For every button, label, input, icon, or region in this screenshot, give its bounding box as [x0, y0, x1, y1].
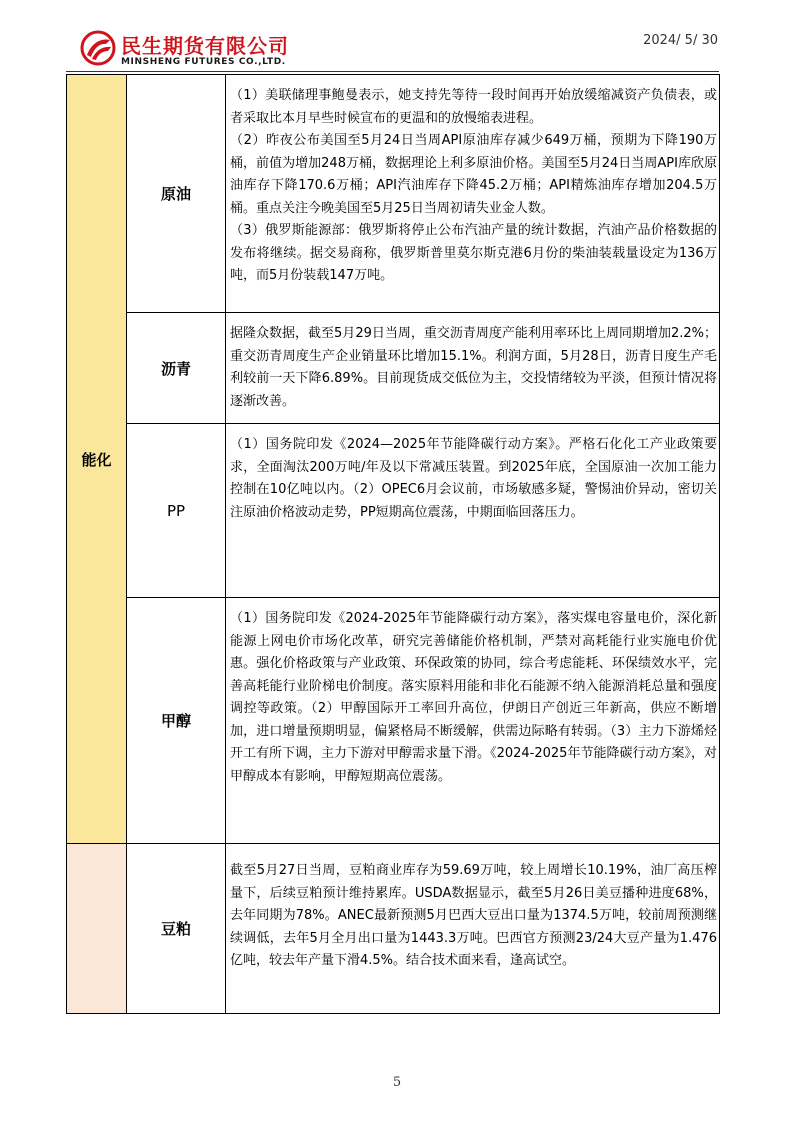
company-name-en: MINSHENG FUTURES CO.,LTD. [121, 57, 286, 67]
commentary-asphalt [226, 313, 720, 424]
commodity-table [66, 74, 720, 1014]
commentary-pp [226, 424, 720, 598]
commentary-crude-oil [226, 75, 720, 313]
page-header [0, 0, 794, 74]
commentary-paragraph: （3）俄罗斯能源部：俄罗斯将停止公布汽油产量的统计数据，汽油产品价格数据的发布将继续。据交易商称，俄罗斯普里莫尔斯克港6月份的柴油装载量设定为136万吨，而5月份装载147万吨。 [230, 223, 717, 283]
company-logo-icon [80, 30, 116, 66]
table-row [67, 844, 720, 1014]
product-pp: PP [127, 424, 226, 598]
commentary-paragraph: （1）美联储理事鲍曼表示，她支持先等待一段时间再开始放缓缩减资产负债表，或者采取比本月早些时候宣布的更温和的放慢缩表进程。 [230, 88, 717, 126]
commentary-soybean-meal [226, 844, 720, 1014]
company-name-cn: 民生期货有限公司 [121, 34, 289, 58]
product-crude-oil: 原油 [127, 75, 226, 313]
table-row [67, 598, 720, 844]
commentary-paragraph: 据隆众数据，截至5月29日当周，重交沥青周度产能利用率环比上周同期增加2.2%；重交沥青周度生产企业销量环比增加15.1%。利润方面，5月28日，沥青日度生产毛利较前一天下降6.89%。目前现货成交低位为主，交投情绪较为平淡，但预计情况将逐渐改善。 [230, 326, 717, 409]
page-number: 5 [392, 1075, 402, 1090]
commentary-methanol [226, 598, 720, 844]
sector-energy: 能化 [67, 75, 127, 844]
table-row [67, 313, 720, 424]
product-asphalt: 沥青 [127, 313, 226, 424]
commentary-paragraph: 截至5月27日当周，豆粕商业库存为59.69万吨，较上周增长10.19%，油厂高压榨量下，后续豆粕预计维持累库。USDA数据显示，截至5月26日美豆播种进度68%，去年同期为78%。ANEC最新预测5月巴西大豆出口量为1374.5万吨，较前周预测继续调低，去年5月全月出口量为1443.3万吨。巴西官方预测23/24大豆产量为1.476亿吨，较去年产量下滑4.5%。结合技术面来看，逢高试空。 [230, 863, 717, 968]
table-row [67, 75, 720, 313]
commentary-paragraph: （1）国务院印发《2024-2025年节能降碳行动方案》，落实煤电容量电价，深化新能源上网电价市场化改革，研究完善储能价格机制，严禁对高耗能行业实施电价优惠。强化价格政策与产业政策、环保政策的协同，综合考虑能耗、环保绩效水平，完善高耗能行业阶梯电价制度。落实原料用能和非化石能源不纳入能源消耗总量和强度调控等政策。（2）甲醇国际开工率回升高位，伊朗日产创近三年新高，供应不断增加，进口增量预期明显，偏紧格局不断缓解，供需边际略有转弱。（3）主力下游烯烃开工有所下调，主力下游对甲醇需求量下滑。《2024-2025年节能降碳行动方案》，对甲醇成本有影响，甲醇短期高位震荡。 [230, 611, 717, 784]
header-divider [66, 71, 719, 72]
product-soybean-meal: 豆粕 [127, 844, 226, 1014]
report-date: 2024/ 5/ 30 [643, 33, 718, 48]
product-methanol: 甲醇 [127, 598, 226, 844]
sector-agri [67, 844, 127, 1014]
table-row [67, 424, 720, 598]
commentary-paragraph: （1）国务院印发《2024—2025年节能降碳行动方案》。严格石化化工产业政策要求，全面淘汰200万吨/年及以下常减压装置。到2025年底，全国原油一次加工能力控制在10亿吨以内。（2）OPEC6月会议前，市场敏感多疑，警惕油价异动，密切关注原油价格波动走势，PP短期高位震荡，中期面临回落压力。 [230, 437, 717, 520]
commentary-paragraph: （2）昨夜公布美国至5月24日当周API原油库存减少649万桶，预期为下降190万桶，前值为增加248万桶，数据理论上利多原油价格。美国至5月24日当周API库欣原油库存下降170.6万桶；API汽油库存下降45.2万桶；API精炼油库存增加204.5万桶。重点关注今晚美国至5月25日当周初请失业金人数。 [230, 133, 717, 216]
